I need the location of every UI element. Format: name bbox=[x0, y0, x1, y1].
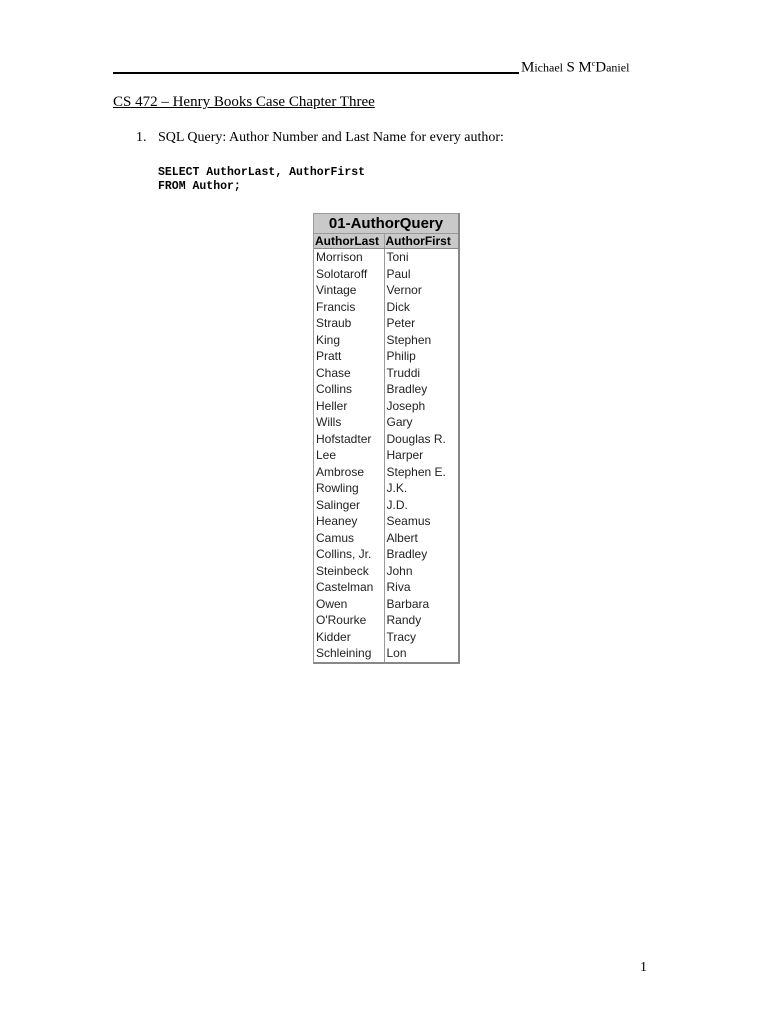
table-row[interactable] bbox=[314, 530, 458, 547]
table-row[interactable] bbox=[314, 431, 458, 448]
query-result-table bbox=[314, 234, 458, 662]
cell-author-first[interactable]: J.D. bbox=[386, 497, 408, 512]
cell-author-last[interactable]: Steinbeck bbox=[314, 563, 384, 580]
cell-author-first[interactable]: Bradley bbox=[386, 547, 428, 561]
column-header-authorfirst[interactable]: AuthorFirst bbox=[384, 234, 458, 249]
document-title: CS 472 – Henry Books Case Chapter Three bbox=[113, 94, 375, 110]
cell-author-last[interactable]: O'Rourke bbox=[314, 612, 384, 629]
cell-author-first[interactable]: Paul bbox=[386, 266, 411, 281]
cell-author-first[interactable]: Peter bbox=[386, 316, 416, 330]
table-row[interactable] bbox=[314, 480, 458, 497]
cell-author-last[interactable]: Schleining bbox=[314, 645, 384, 662]
table-row[interactable] bbox=[314, 381, 458, 398]
table-row[interactable] bbox=[314, 612, 458, 629]
cell-author-last[interactable]: Francis bbox=[314, 299, 384, 316]
cell-author-last[interactable]: Collins bbox=[314, 381, 384, 398]
cell-author-first[interactable]: Albert bbox=[386, 530, 418, 545]
cell-author-first[interactable]: John bbox=[386, 563, 413, 578]
cell-author-first[interactable]: Tracy bbox=[386, 629, 417, 644]
table-row[interactable] bbox=[314, 629, 458, 646]
query-result-window bbox=[313, 213, 460, 664]
cell-author-first[interactable]: Randy bbox=[386, 613, 422, 627]
table-row[interactable] bbox=[314, 348, 458, 365]
table-row[interactable] bbox=[314, 645, 458, 662]
cell-author-last[interactable]: King bbox=[314, 332, 384, 349]
cell-author-last[interactable]: Vintage bbox=[314, 282, 384, 299]
cell-author-last[interactable]: Heaney bbox=[314, 513, 384, 530]
cell-author-last[interactable]: Solotaroff bbox=[314, 266, 384, 283]
cell-author-first[interactable]: Harper bbox=[386, 448, 424, 462]
cell-author-first[interactable]: Vernor bbox=[386, 283, 422, 297]
cell-author-last[interactable]: Rowling bbox=[314, 480, 384, 497]
cell-author-first[interactable]: J.K. bbox=[386, 481, 408, 495]
cell-author-first[interactable]: Dick bbox=[386, 299, 410, 314]
cell-author-last[interactable]: Camus bbox=[314, 530, 384, 547]
cell-author-last[interactable]: Morrison bbox=[314, 249, 384, 266]
table-row[interactable] bbox=[314, 365, 458, 382]
table-row[interactable] bbox=[314, 464, 458, 481]
list-item-number: 1. bbox=[136, 130, 147, 145]
cell-author-last[interactable]: Ambrose bbox=[314, 464, 384, 481]
table-row[interactable] bbox=[314, 282, 458, 299]
table-row[interactable] bbox=[314, 414, 458, 431]
header-rule bbox=[113, 72, 519, 74]
cell-author-last[interactable]: Heller bbox=[314, 398, 384, 415]
author-name: Michael S $M^cDaniel$ bbox=[521, 59, 630, 76]
cell-author-first[interactable]: Joseph bbox=[386, 398, 426, 413]
cell-author-last[interactable]: Owen bbox=[314, 596, 384, 613]
table-row[interactable] bbox=[314, 299, 458, 316]
cell-author-first[interactable]: Philip bbox=[386, 349, 416, 363]
cell-author-last[interactable]: Kidder bbox=[314, 629, 384, 646]
cell-author-first[interactable]: Seamus bbox=[386, 514, 431, 528]
table-row[interactable] bbox=[314, 596, 458, 613]
cell-author-last[interactable]: Pratt bbox=[314, 348, 384, 365]
cell-author-last[interactable]: Hofstadter bbox=[314, 431, 384, 448]
table-row[interactable] bbox=[314, 332, 458, 349]
cell-author-last[interactable]: Wills bbox=[314, 414, 384, 431]
cell-author-first[interactable]: Stephen bbox=[386, 332, 432, 347]
cell-author-first[interactable]: Stephen E. bbox=[386, 464, 446, 479]
column-header-authorlast[interactable]: AuthorLast bbox=[314, 234, 384, 249]
table-header-row bbox=[314, 234, 458, 249]
table-row[interactable] bbox=[314, 398, 458, 415]
table-row[interactable] bbox=[314, 546, 458, 563]
cell-author-first[interactable]: Douglas R. bbox=[386, 431, 446, 446]
cell-author-first[interactable]: Gary bbox=[386, 415, 413, 429]
cell-author-first[interactable]: Riva bbox=[386, 580, 411, 594]
cell-author-last[interactable]: Salinger bbox=[314, 497, 384, 514]
table-row[interactable] bbox=[314, 579, 458, 596]
table-row[interactable] bbox=[314, 266, 458, 283]
cell-author-first[interactable]: Toni bbox=[386, 250, 409, 264]
page-number: 1 bbox=[640, 960, 647, 975]
sql-line: FROM Author; bbox=[158, 180, 241, 193]
table-row[interactable] bbox=[314, 315, 458, 332]
table-row[interactable] bbox=[314, 513, 458, 530]
cell-author-first[interactable]: Bradley bbox=[386, 382, 428, 396]
table-row[interactable] bbox=[314, 563, 458, 580]
sql-code-block bbox=[158, 166, 365, 194]
table-row[interactable] bbox=[314, 447, 458, 464]
cell-author-last[interactable]: Collins, Jr. bbox=[314, 546, 384, 563]
cell-author-last[interactable]: Lee bbox=[314, 447, 384, 464]
cell-author-first[interactable]: Lon bbox=[386, 646, 407, 660]
table-row[interactable] bbox=[314, 497, 458, 514]
table-row[interactable] bbox=[314, 249, 458, 266]
list-item-text: SQL Query: Author Number and Last Name for every author: bbox=[158, 130, 504, 145]
sql-line: SELECT AuthorLast, AuthorFirst bbox=[158, 166, 366, 179]
cell-author-last[interactable]: Castelman bbox=[314, 579, 384, 596]
cell-author-first[interactable]: Truddi bbox=[386, 365, 421, 380]
cell-author-last[interactable]: Straub bbox=[314, 315, 384, 332]
query-window-title: 01-AuthorQuery bbox=[314, 214, 458, 234]
cell-author-first[interactable]: Barbara bbox=[386, 596, 430, 611]
cell-author-last[interactable]: Chase bbox=[314, 365, 384, 382]
